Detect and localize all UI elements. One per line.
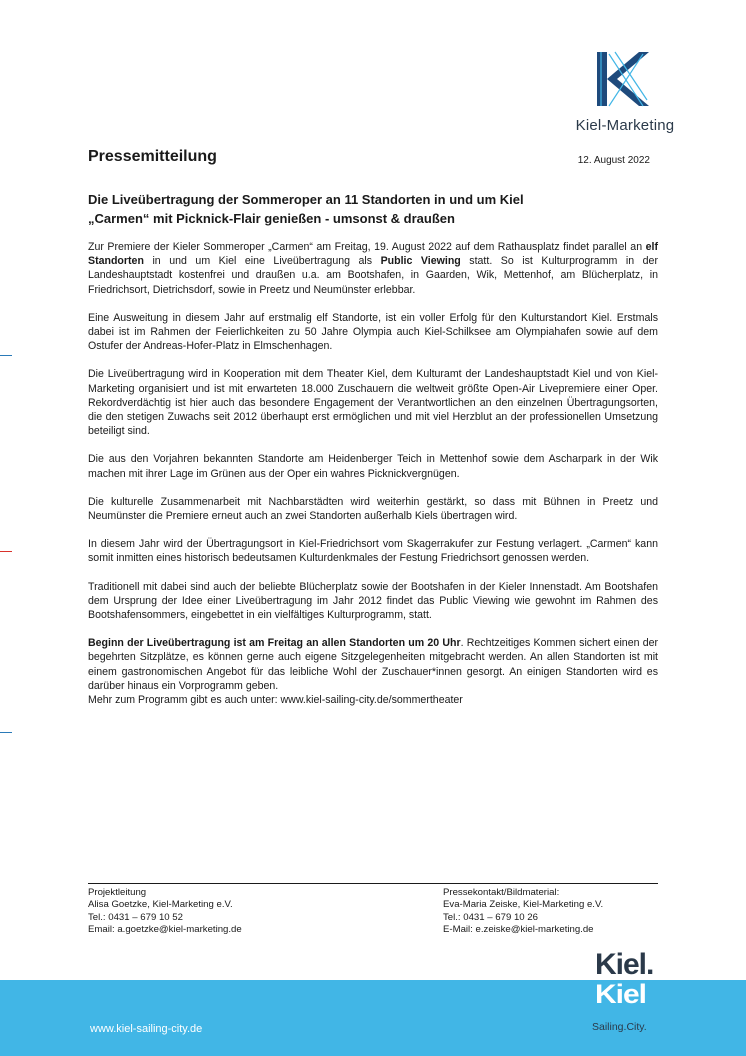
contact-email[interactable]: Email: a.goetzke@kiel-marketing.de — [88, 924, 242, 936]
contact-name: Eva-Maria Zeiske, Kiel-Marketing e.V. — [443, 899, 604, 911]
logo-word-bottom: Kiel — [595, 979, 647, 1010]
paragraph — [88, 240, 658, 297]
paragraph: Die Liveübertragung wird in Kooperation mit dem Theater Kiel, dem Kulturamt der Landeshauptstadt Kiel und von Kiel-Marketing organisiert und ist mit erwarteten 18.000 Zuschauern die weltweit größte Open-Air Livepremiere einer Oper. Rekordverdächtig ist hier auch das besondere Engagement der Verantwortlichen an den einzelnen Übertragungsorten, die den stetigen Zuwachs seit 2012 überhaupt erst ermöglichen und mit viel Herzblut an der professionellen Umsetzung beteiligt sind. — [88, 368, 658, 438]
text-run: . Rechtzeitiges Kommen sichert einen der begehrten Sitzplätze, es können gerne auch eigene Sitzgelegenheiten mitgebracht werden. An allen Standorten ist mit einem gastronomischen Angebot für das leibliche Wohl der Zuschauer*innen gesorgt. An einigen Standorten wird es darüber hinaus ein Vorprogramm geben. — [88, 637, 658, 692]
contact-label: Pressekontakt/Bildmaterial: — [443, 887, 560, 898]
contact-name: Alisa Goetzke, Kiel-Marketing e.V. — [88, 899, 233, 911]
contact-phone: Tel.: 0431 – 679 10 52 — [88, 911, 183, 923]
margin-mark — [0, 551, 12, 552]
paragraph: Traditionell mit dabei sind auch der beliebte Blücherplatz sowie der Bootshafen in der Kieler Innenstadt. Am Bootshafen dem Ursprung der Idee einer Liveübertragung im Jahr 2012 findet das Public Viewing wie gewohnt im Rahmen des Bootshafensommers, eingebettet in ein vielfältiges Kulturprogramm, statt. — [88, 580, 658, 622]
k-logo-icon — [595, 50, 651, 108]
margin-mark — [0, 355, 12, 356]
logo-tagline: Sailing.City. — [592, 1021, 647, 1033]
title-line-1: Die Liveübertragung der Sommeroper an 11 Standorten in und um Kiel — [88, 192, 524, 207]
text-run: in und um Kiel eine Liveübertragung als — [143, 255, 381, 268]
bold-run: Beginn der Liveübertragung ist am Freitag an allen Standorten um 20 Uhr — [88, 637, 461, 650]
contact-phone: Tel.: 0431 – 679 10 26 — [443, 911, 538, 923]
contact-press — [443, 887, 603, 937]
release-date: 12. August 2022 — [577, 155, 650, 166]
paragraph: Die aus den Vorjahren bekannten Standorte am Heidenberger Teich in Mettenhof sowie dem Ascharpark in der Wik machen mit ihrer Lage im Grünen aus der Oper ein wahres Picknickvergnügen. — [88, 453, 658, 480]
contact-project-lead — [88, 887, 242, 937]
page-heading: Pressemitteilung — [88, 148, 217, 165]
paragraph: In diesem Jahr wird der Übertragungsort in Kiel-Friedrichsort vom Skagerrakufer zur Festung verlagert. „Carmen“ kann somit inmitten eines historisch bedeutsamen Kulturdenkmales der Festung Friedrichsort genossen werden. — [88, 538, 658, 565]
text-run: statt. So ist Kulturprogramm in der Landeshauptstadt kostenfrei und draußen u.a. am Bootshafen, in Gaarden, Wik, Mettenhof, am Blücherplatz, in Friedrichsort, Dietrichsdorf, sowie in Preetz und Neumünster erlebbar. — [88, 255, 658, 296]
paragraph: Die kulturelle Zusammenarbeit mit Nachbarstädten wird weiterhin gestärkt, so dass mit Bühnen in Preetz und Neumünster die Premiere erneut auch an zwei Standorten außerhalb Kiels übertragen wird. — [88, 495, 658, 523]
margin-mark — [0, 732, 12, 733]
press-body — [88, 240, 658, 721]
contact-email[interactable]: E-Mail: e.zeiske@kiel-marketing.de — [443, 924, 594, 936]
logo-word-top: Kiel. — [595, 948, 654, 981]
title-line-2: „Carmen“ mit Picknick-Flair genießen - umsonst & draußen — [88, 211, 455, 226]
brand-name: Kiel-Marketing — [575, 117, 675, 134]
bold-run: elf Standorten — [88, 241, 658, 268]
bold-run: Public Viewing — [380, 255, 461, 268]
divider — [88, 883, 658, 884]
contact-label: Projektleitung — [88, 887, 147, 898]
paragraph: Eine Ausweitung in diesem Jahr auf erstmalig elf Standorte, ist ein voller Erfolg für den Kulturstandort Kiel. Erstmals dabei ist im Rahmen der Feierlichkeiten zu 50 Jahre Olympia auch Kiel-Schilksee am Olympiahafen sowie auf dem Ostufer der Andreas-Hofer-Platz in Elmschenhagen. — [88, 311, 658, 353]
more-info-link[interactable]: Mehr zum Programm gibt es auch unter: www.kiel-sailing-city.de/sommertheater — [88, 694, 463, 707]
text-run: Zur Premiere der Kieler Sommeroper „Carmen“ am Freitag, 19. August 2022 auf dem Rathausplatz findet parallel an — [88, 241, 646, 253]
press-title — [88, 190, 658, 228]
footer-url[interactable]: www.kiel-sailing-city.de — [90, 1023, 203, 1035]
paragraph — [88, 636, 658, 707]
